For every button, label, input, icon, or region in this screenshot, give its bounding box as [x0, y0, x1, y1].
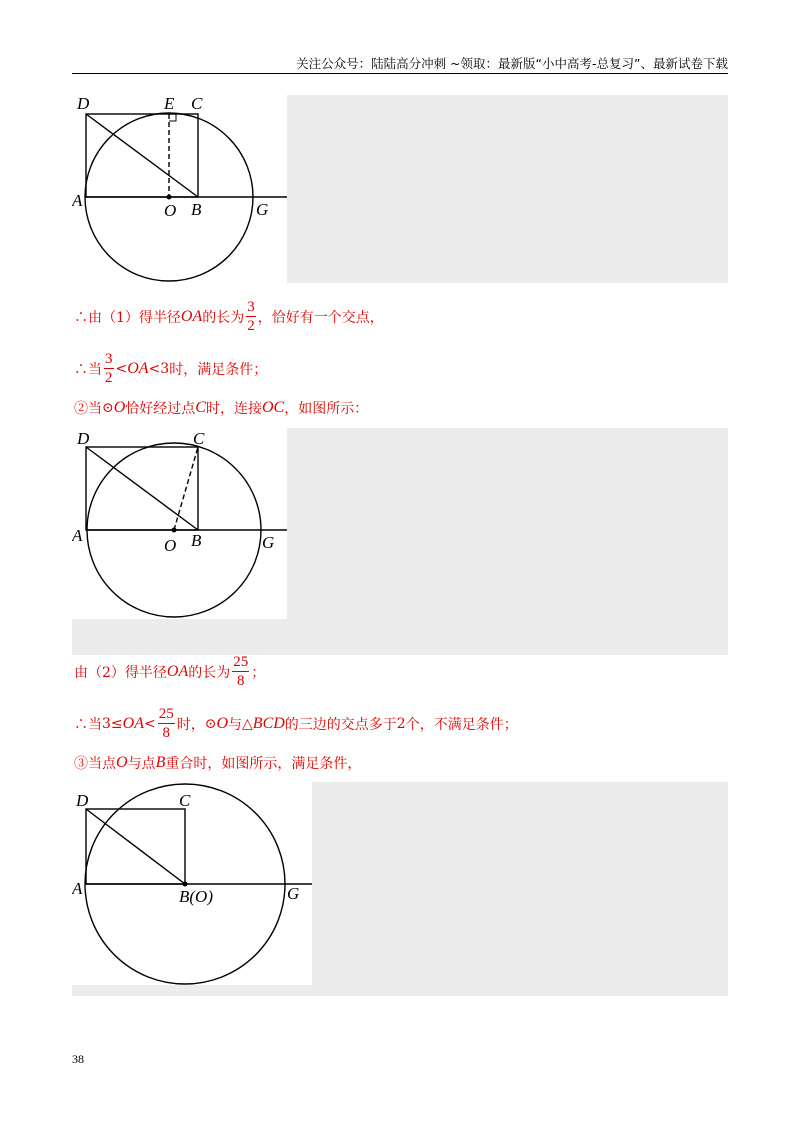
label-C: C: [179, 791, 191, 810]
math-var: OA: [122, 715, 144, 732]
text-segment: 与: [228, 717, 243, 733]
text-segment: 重合时，如图所示，满足条件，: [165, 756, 362, 772]
text-segment: 个，不满足条件；: [405, 717, 518, 733]
text-segment: 的三边的交点多于: [284, 717, 397, 733]
label-D: D: [77, 429, 90, 448]
math-number: 2: [396, 716, 406, 732]
label-O: O: [164, 201, 177, 220]
gray-band-4: [312, 782, 728, 996]
math-var: OA: [166, 663, 189, 680]
gray-band-2: [287, 428, 728, 619]
label-B-O: B(O): [179, 887, 213, 906]
label-C: C: [191, 95, 203, 113]
label-A: A: [72, 879, 83, 898]
math-var: O: [216, 715, 229, 732]
fraction: [232, 655, 249, 689]
gray-band-5: [72, 985, 312, 996]
label-O: O: [164, 536, 177, 555]
geometry-figure-2: [72, 428, 287, 619]
text-segment: ③当点: [74, 756, 116, 772]
numerator: 25: [158, 706, 174, 722]
solution-line-2: [74, 352, 267, 386]
numerator: 3: [247, 299, 255, 315]
text-segment: 与点: [127, 756, 156, 772]
label-G: G: [262, 533, 275, 552]
math-var: OA: [127, 360, 149, 377]
label-A: A: [72, 526, 83, 545]
geometry-figure-3: [72, 782, 312, 985]
text-segment: 时，: [176, 717, 205, 733]
label-G: G: [287, 884, 300, 903]
math-number: 3: [160, 361, 170, 377]
text-segment: 的长为: [188, 665, 231, 681]
numerator: 3: [105, 351, 113, 367]
circle-symbol: ⊙: [204, 716, 217, 732]
label-C: C: [193, 429, 205, 448]
math-var: BCD: [252, 715, 285, 732]
solution-line-3: [74, 398, 368, 418]
gray-band-3: [72, 619, 728, 655]
triangle-symbol: △: [242, 716, 253, 732]
text-segment: 时，满足条件；: [169, 362, 268, 378]
less-than: <: [148, 361, 161, 377]
header-rule: [72, 73, 728, 74]
text-segment: ∴当: [74, 362, 102, 378]
math-var: C: [195, 399, 206, 416]
denominator: 8: [162, 725, 170, 741]
text-segment: ∴由（1）得半径: [74, 310, 181, 326]
less-equal: ≤: [110, 716, 123, 732]
solution-line-4: [74, 655, 265, 689]
label-B: B: [191, 200, 202, 219]
less-than: <: [143, 716, 156, 732]
text-segment: 的长为: [202, 310, 245, 326]
fraction: [158, 707, 175, 741]
label-A: A: [72, 191, 83, 210]
math-number: 3: [102, 716, 111, 732]
label-B: B: [191, 531, 202, 550]
math-var: B: [155, 754, 166, 771]
math-var: OA: [180, 308, 203, 325]
label-D: D: [77, 95, 90, 113]
math-var: O: [113, 399, 126, 416]
solution-line-5: [74, 707, 518, 741]
math-var: OC: [261, 399, 285, 416]
text-segment: ，恰好有一个交点，: [257, 310, 384, 326]
label-G: G: [256, 200, 269, 219]
math-var: O: [116, 754, 128, 771]
circle-symbol: ⊙: [102, 400, 114, 416]
gray-band-1: [287, 95, 728, 283]
numerator: 25: [233, 654, 249, 670]
geometry-figure-1: [72, 95, 287, 283]
text-segment: ②当: [74, 401, 102, 417]
fraction: [104, 352, 114, 386]
text-segment: ；: [251, 665, 266, 681]
denominator: 8: [237, 673, 245, 689]
label-D: D: [76, 791, 89, 810]
text-segment: 恰好经过点: [125, 401, 196, 417]
label-E: E: [164, 95, 175, 113]
page-header: 关注公众号：陆陆高分冲刺 ~领取：最新版“小中高考-总复习”、最新试卷下载: [296, 56, 728, 71]
solution-line-1: [74, 300, 384, 334]
less-than: <: [115, 361, 128, 377]
solution-line-6: [74, 753, 361, 773]
page-number: 38: [72, 1052, 84, 1066]
text-segment: 由（2）得半径: [74, 665, 167, 681]
text-segment: ，如图所示：: [284, 401, 369, 417]
text-segment: ∴当: [74, 717, 102, 733]
fraction: [246, 300, 256, 334]
text-segment: 时，连接: [205, 401, 262, 417]
denominator: 2: [247, 318, 255, 334]
denominator: 2: [105, 370, 113, 386]
